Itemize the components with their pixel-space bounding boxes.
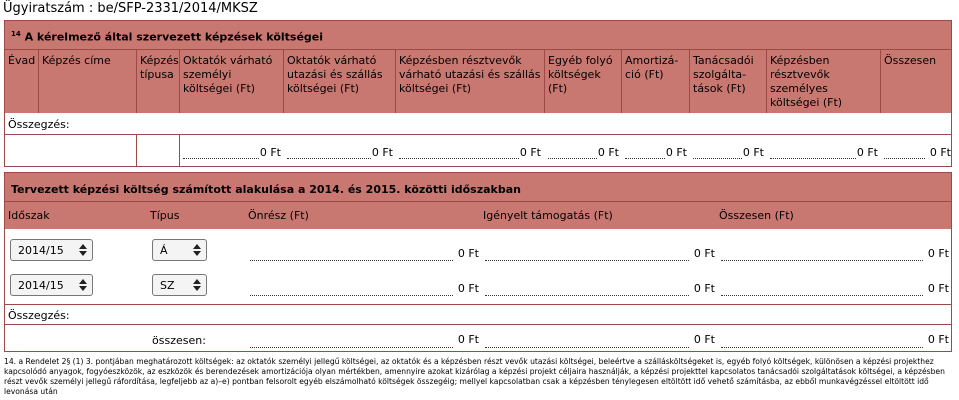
col-header-participant-travel: Képzésben résztvevők várható utazási és szállás költségei (Ft) xyxy=(395,50,544,113)
own-share-value: 0 Ft xyxy=(457,282,479,295)
col-header-trainer-personal: Oktatók várható személyi költségei (Ft) xyxy=(179,50,283,113)
col-header-other: Egyéb folyó költségek (Ft) xyxy=(544,50,621,113)
dots xyxy=(548,158,597,159)
col-header-total: Összesen xyxy=(880,50,953,113)
col-header-period-total: Összesen (Ft) xyxy=(719,209,794,222)
col-header-title: Képzés címe xyxy=(38,50,136,113)
chevron-updown-icon xyxy=(78,278,87,292)
col-header-season: Évad xyxy=(8,54,36,67)
dots xyxy=(884,158,925,159)
sum-support: 0 Ft xyxy=(693,333,715,346)
total-overall: 0 Ft xyxy=(929,146,951,159)
period-value: 2014/15 xyxy=(18,279,64,292)
dots xyxy=(399,158,519,159)
col-header-kind: Típus xyxy=(150,209,180,222)
type-select[interactable] xyxy=(152,239,207,261)
costs-table-header xyxy=(5,50,951,113)
section2-title-bar xyxy=(4,172,952,202)
sum-label: összesen: xyxy=(152,334,206,347)
section1-summary-row xyxy=(5,135,951,166)
support-value: 0 Ft xyxy=(693,282,715,295)
row-total-value: 0 Ft xyxy=(927,282,949,295)
dots xyxy=(770,158,856,159)
type-value: Á xyxy=(160,244,168,257)
row-total-value: 0 Ft xyxy=(927,247,949,260)
total-amortization: 0 Ft xyxy=(665,146,687,159)
divider xyxy=(5,324,951,325)
divider xyxy=(5,304,951,305)
period-select[interactable] xyxy=(10,274,93,296)
col-header-type: Képzés típusa xyxy=(136,50,179,113)
divider xyxy=(136,135,137,166)
divider xyxy=(179,135,180,166)
period-value: 2014/15 xyxy=(18,244,64,257)
dots xyxy=(287,158,371,159)
section1-summary-label: Összegzés: xyxy=(5,113,951,135)
dots xyxy=(721,347,923,348)
col-header-own-share: Önrész (Ft) xyxy=(248,209,309,222)
section1-title-bar xyxy=(4,20,952,50)
section1-title: $^{14}$ A kérelmező által szervezett képzések költségei xyxy=(11,30,324,44)
type-select[interactable] xyxy=(152,274,207,296)
dots xyxy=(183,158,259,159)
support-value: 0 Ft xyxy=(693,247,715,260)
period-select[interactable] xyxy=(10,239,93,261)
sum-total: 0 Ft xyxy=(927,333,949,346)
type-value: SZ xyxy=(160,279,175,292)
own-share-value: 0 Ft xyxy=(457,247,479,260)
period-table-header xyxy=(5,202,951,229)
total-other: 0 Ft xyxy=(597,146,619,159)
col-header-amortization: Amortizá-ció (Ft) xyxy=(621,50,689,113)
col-header-period: Időszak xyxy=(8,209,50,222)
dots xyxy=(250,260,453,261)
dots xyxy=(693,158,742,159)
chevron-updown-icon xyxy=(192,243,201,257)
dots xyxy=(721,295,923,296)
costs-table xyxy=(4,50,952,167)
dots xyxy=(485,347,689,348)
section2-summary-label: Összegzés: xyxy=(8,309,70,322)
col-header-consulting: Tanácsadói szolgálta-tások (Ft) xyxy=(689,50,766,113)
footnote: 14. a Rendelet 2§ (1) 3. pontjában meghatározott költségek: az oktatók személyi jellegű költségei, az oktatók és a képzésben részt vevők utazási költségei, beleértve a szállásköltségeket is, egyéb folyó költségek, különösen a képzési projekthez kapcsolódó anyagok, fogyóeszközök, az eszközök és berendezések amortizációja olyan mértékben, amennyire azokat kizárólag a képzési projekt céljaira használják, a képzési projekttel kapcsolatos tanácsadói szolgáltatások költségei, a képzésben részt vevők személyi jellegű ráfordítása, legfeljebb az a)–e) pontban felsorolt egyéb elszámolható költségek összegéig; mellyel kapcsolatban csak a képzésben ténylegesen eltöltött idő vehető számításba, az ebből munkavégzéssel eltöltött idő levonása után xyxy=(4,357,945,396)
total-participant-travel: 0 Ft xyxy=(519,146,541,159)
sum-own-share: 0 Ft xyxy=(457,333,479,346)
reference-number: Ügyiratszám : be/SFP-2331/2014/MKSZ xyxy=(3,1,258,16)
period-table xyxy=(4,202,952,352)
dots xyxy=(485,295,689,296)
dots xyxy=(485,260,689,261)
section2-title: Tervezett képzési költség számított alakulása a 2014. és 2015. közötti időszakban xyxy=(11,183,521,196)
col-header-trainer-travel: Oktatók várható utazási és szállás költségei (Ft) xyxy=(283,50,395,113)
dots xyxy=(625,158,665,159)
dots xyxy=(721,260,923,261)
col-header-participant-personal: Képzésben résztvevők személyes költségei (Ft) xyxy=(766,50,880,113)
dots xyxy=(250,347,453,348)
total-participant-personal: 0 Ft xyxy=(856,146,878,159)
chevron-updown-icon xyxy=(78,243,87,257)
total-consulting: 0 Ft xyxy=(742,146,764,159)
col-header-requested-support: Igényelt támogatás (Ft) xyxy=(483,209,613,222)
total-trainer-travel: 0 Ft xyxy=(371,146,393,159)
dots xyxy=(250,295,453,296)
chevron-updown-icon xyxy=(192,278,201,292)
total-trainer-personal: 0 Ft xyxy=(259,146,281,159)
